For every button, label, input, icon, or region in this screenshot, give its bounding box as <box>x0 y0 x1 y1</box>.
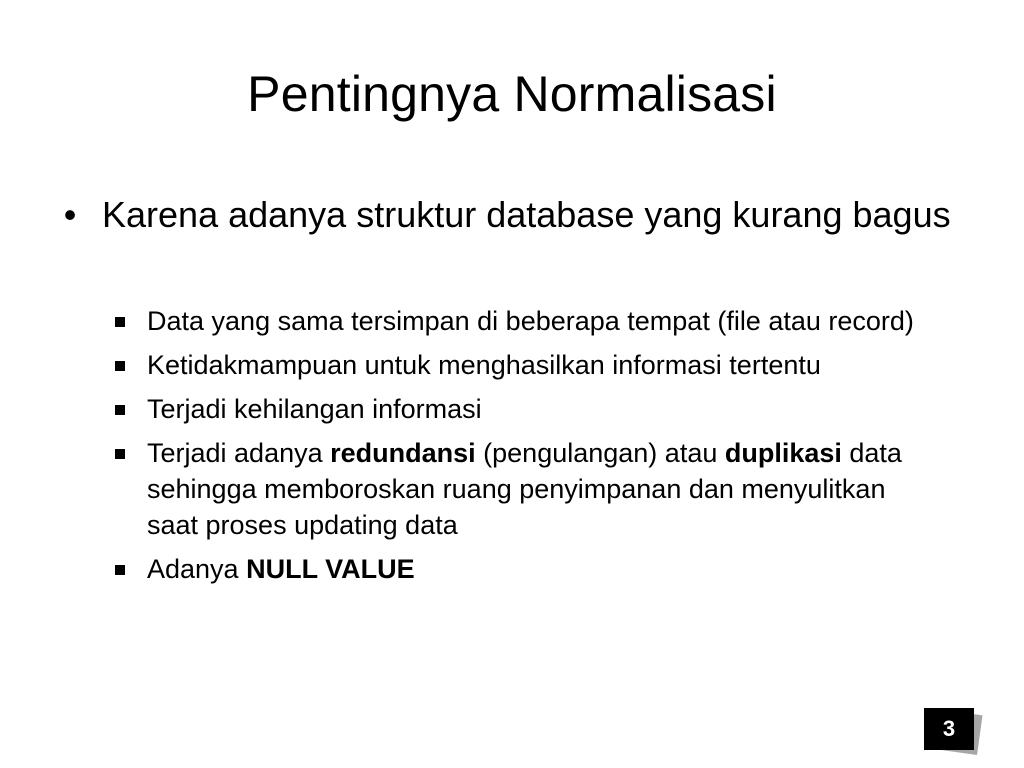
page-number: 3 <box>924 708 974 750</box>
square-bullet-icon <box>115 361 125 371</box>
emphasis-duplikasi: duplikasi <box>724 438 842 468</box>
sub-bullet-item <box>113 435 933 543</box>
page-number-badge <box>922 706 982 758</box>
emphasis-null-value: NULL VALUE <box>246 554 415 584</box>
sub-bullet-text-part: data sehingga memboroskan ruang penyimpanan dan menyulitkan saat proses updating data <box>147 438 902 540</box>
sub-bullet-text-part: Terjadi adanya <box>147 438 331 468</box>
sub-bullet-text: Terjadi kehilangan informasi <box>147 394 482 424</box>
sub-bullet-text: Ketidakmampuan untuk menghasilkan informasi tertentu <box>147 350 821 380</box>
main-bullet <box>60 190 960 240</box>
square-bullet-icon <box>115 317 125 327</box>
sub-bullet-item <box>113 391 933 427</box>
square-bullet-icon <box>115 449 125 459</box>
sub-bullet-text-part: Adanya <box>147 554 247 584</box>
square-bullet-icon <box>115 405 125 415</box>
main-bullet-text: Karena adanya struktur database yang kurang bagus <box>102 194 951 235</box>
sub-bullet-item <box>113 303 933 339</box>
emphasis-redundansi: redundansi <box>330 438 476 468</box>
sub-bullet-item <box>113 347 933 383</box>
sub-bullet-item <box>113 551 933 587</box>
square-bullet-icon <box>115 565 125 575</box>
sub-bullet-text: Data yang sama tersimpan di beberapa tempat (file atau record) <box>147 306 914 336</box>
sub-bullet-list <box>113 303 933 595</box>
bullet-marker: • <box>63 194 77 235</box>
slide-title: Pentingnya Normalisasi <box>247 66 777 122</box>
sub-bullet-text-part: (pengulangan) atau <box>475 438 725 468</box>
